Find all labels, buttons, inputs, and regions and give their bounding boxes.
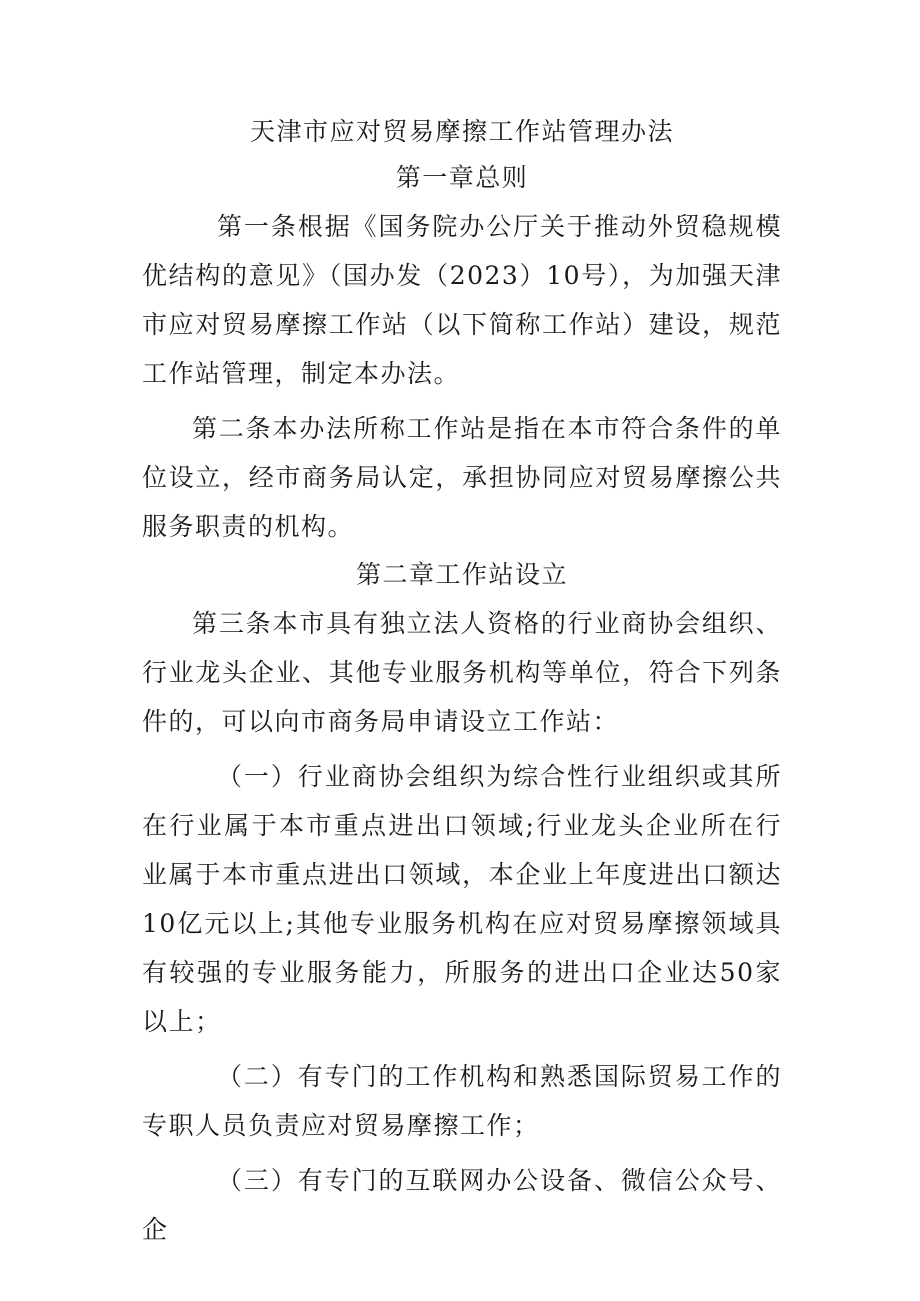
document-title: 天津市应对贸易摩擦工作站管理办法 [249,117,674,146]
document-body [142,110,782,1254]
chapter-2-heading: 第二章工作站设立 [355,560,568,589]
article-3: 第三条本市具有独立法人资格的行业商协会组织、行业龙头企业、其他专业服务机构等单位，符合下列条件的，可以向市商务局申请设立工作站： [142,609,782,736]
article-1: 第一条根据《国务院办公厅关于推动外贸稳规模优结构的意见》（国办发（2023）10号），为加强天津市应对贸易摩擦工作站（以下简称工作站）建设，规范工作站管理，制定本办法。 [142,212,782,388]
article-3-item-1: （一）行业商协会组织为综合性行业组织或其所在行业属于本市重点进出口领域;行业龙头企业所在行业属于本市重点进出口领域，本企业上年度进出口额达10亿元以上;其他专业服务机构在应对贸易摩擦领域具有较强的专业服务能力，所服务的进出口企业达50家以上； [142,762,782,1036]
article-3-item-3: （三）有专门的互联网办公设备、微信公众号、企 [142,1166,782,1244]
chapter-1-heading: 第一章总则 [395,163,529,192]
article-2: 第二条本办法所称工作站是指在本市符合条件的单位设立，经市商务局认定，承担协同应对贸易摩擦公共服务职责的机构。 [142,414,782,541]
article-3-item-2: （二）有专门的工作机构和熟悉国际贸易工作的专职人员负责应对贸易摩擦工作； [142,1062,782,1140]
